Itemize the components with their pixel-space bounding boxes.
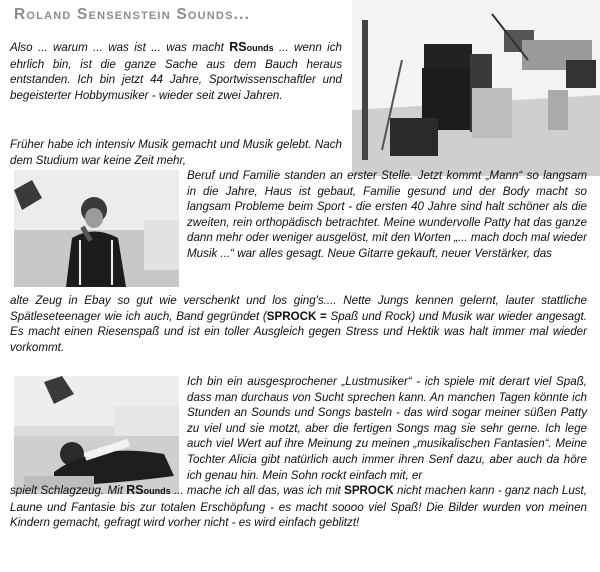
rssounds-brand-inline: RSounds	[126, 483, 171, 497]
family-paragraph: Beruf und Familie standen an erster Stelle. Jetzt kommt „Mann“ so langsam in die Jahre, Haus ist gebaut, Familie gesund und der Body macht so langsam Probleme beim Sport - die ersten 40 Jahre sind halt schöner als die zweiten, rein orthopädisch betrachtet. Meine wundervolle Patty hat das ganze dann mehr oder weniger ausgelöst, mit den Worten „... mach doch mal wieder Musik ...“ war alles gesagt. Neue Gitarre gekauft, neuer Verstärker, das	[187, 169, 587, 260]
singer-photo	[14, 170, 179, 287]
history-paragraph: Früher habe ich intensiv Musik gemacht und Musik gelebt. Nach dem Studium war keine Zeit mehr,	[10, 138, 342, 167]
rssounds-brand: RSounds	[229, 40, 274, 54]
band-paragraph: alte Zeug in Ebay so gut wie verschenkt und los ging's.... Nette Jungs kennen gelernt, lauter stattliche Spätleseteenager wie ich auch, Band gegründet (SPROCK = Spaß und Rock) und Musik war wieder angesagt. Es macht einen Riesenspaß und ist ein toller Ausgleich gegen Stress und Hektik was halt immer mal wieder vorkommt.	[10, 294, 587, 354]
page-title: Roland Sensenstein Sounds...	[14, 6, 251, 23]
intro-paragraph: Also ... warum ... was ist ... was macht RSounds ... wenn ich ehrlich bin, ist die ganze Sache aus dem Bauch heraus entstanden. Ich bin jetzt 44 Jahre, Sportwissenschaftler und begeisterter Hobbymusiker - wieder seit zwei Jahren.	[10, 40, 342, 102]
closing-paragraph: spielt Schlagzeug. Mit RSounds ... mache ich all das, was ich mit SPROCK nicht machen kann - ganz nach Lust, Laune und Fantasie bis zur totalen Erschöpfung - es macht soooo viel Spaß! Die Bilder wurden von meinen Kindern gemacht, gefragt wird vorher nicht - es wird einfach geblitzt!	[10, 483, 588, 530]
lustmusiker-paragraph: Ich bin ein ausgesprochener „Lustmusiker“ - ich spiele mit derart viel Spaß, dass man durchaus von Sucht sprechen kann. An manchen Tagen könnte ich Stunden an Sounds und Songs basteln - das wird sogar meiner süßen Patty zu viel und sie motzt, aber die fertigen Songs mag sie sehr gerne. Ich lege auch viel Wert auf ihre Meinung zu meinen „musikalischen Fantasien“. Meine Tochter Alicia gibt natürlich auch immer ihren Senf dazu, aber auch da höre ich genau hin. Mein Sohn rockt einfach mit, er	[187, 375, 587, 482]
studio-photo	[352, 0, 600, 176]
guitar-photo	[14, 376, 179, 494]
